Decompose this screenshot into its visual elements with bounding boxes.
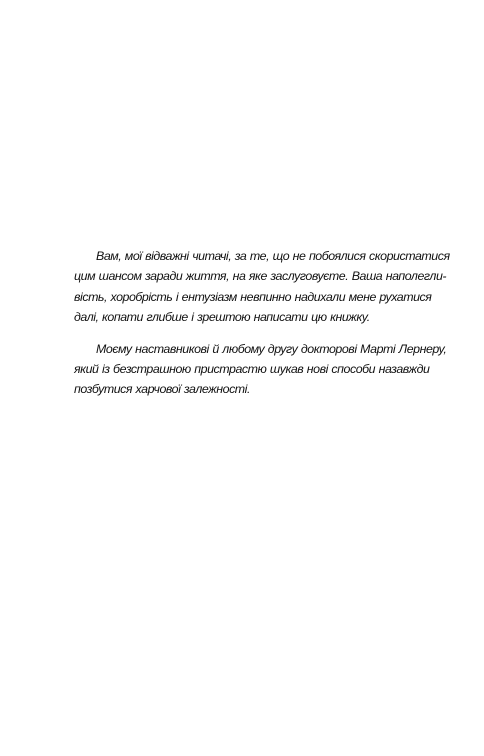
paragraph-line: позбутися харчової залежності.	[74, 382, 250, 397]
dedication-paragraph-readers	[74, 246, 450, 328]
paragraph-line: Вам, мої відважні читачі, за те, що не побоялися скористатися	[96, 249, 450, 263]
paragraph-line: який із безстрашною пристрастю шукав нові способи назавжди	[74, 362, 430, 377]
dedication-text	[74, 246, 450, 411]
dedication-paragraph-mentor	[74, 339, 447, 400]
paragraph-line: далі, копати глибше і зрештою написати цю книжку.	[74, 310, 370, 325]
paragraph-line: вість, хоробрість і ентузіазм невпинно надихали мене рухатися	[74, 289, 432, 304]
paragraph-line: цим шансом заради життя, на яке заслуговуєте. Ваша наполегли-	[74, 269, 447, 284]
paragraph-line: Моєму наставникові й любому другу докторові Марті Лернеру,	[96, 341, 447, 356]
